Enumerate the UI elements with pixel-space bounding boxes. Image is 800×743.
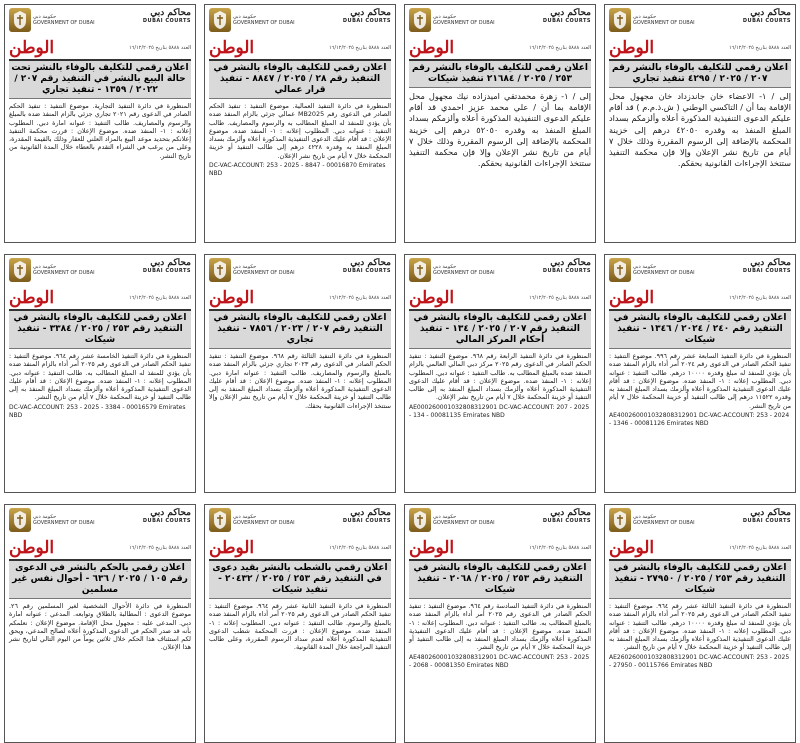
gov-ar-text: حكومة دبي [433, 514, 457, 520]
government-logo [409, 508, 495, 532]
gov-ar-text: حكومة دبي [233, 14, 257, 20]
newspaper-name: الوطن [409, 38, 455, 58]
notice-title: اعلان رقمي للتكليف بالوفاء بالنشر في التنفيذ رقم ٢٠٧ / ٢٠٢٥ / ١٣٤ - تنفيذ أحكام المركز المالي [409, 309, 591, 349]
newspaper-name: الوطن [209, 38, 255, 58]
gov-ar-text: حكومة دبي [233, 264, 257, 270]
notice-title: اعلان رقمي للتكليف بالوفاء بالنشر في التنفيذ رقم ٢٤٠ / ٢٠٢٤ / ١٣٤٦ - تنفيذ شيكات [609, 309, 791, 349]
courts-en-text: DUBAI COURTS [542, 268, 591, 274]
dubai-courts-logo [143, 508, 191, 524]
dubai-courts-logo [743, 508, 791, 524]
issue-date: العدد ٥٨٨٨ بتاريخ ١٦/١٢/٢٠٢٥ [728, 545, 791, 551]
gov-en-text: GOVERNMENT OF DUBAI [433, 520, 495, 526]
crest-icon [9, 258, 31, 282]
newspaper-row [209, 39, 391, 57]
notice-card [4, 504, 196, 743]
notice-card [404, 4, 596, 243]
dubai-courts-logo [543, 508, 591, 524]
courts-en-text: DUBAI COURTS [742, 268, 791, 274]
notice-card [204, 4, 396, 243]
courts-en-text: DUBAI COURTS [142, 518, 191, 524]
dubai-courts-logo [543, 258, 591, 274]
government-logo [209, 258, 295, 282]
newspaper-row [209, 539, 391, 557]
government-logo [9, 8, 95, 32]
notice-title: اعلان رقمي للتكليف بالوفاء بالنشر في التنفيذ رقم ٢٨ / ٢٠٢٥ / ٨٨٤٧ - تنفيذ قرار عمالي [209, 59, 391, 99]
courts-ar-text: محاكم دبي [350, 258, 391, 268]
notice-account: AE400260001032808312901 DC-VAC-ACCOUNT: 253 - 2024 - 1346 - 00081126 Emirates NBD [609, 412, 790, 428]
notice-body: المنظورة في دائرة التنفيذ العمالية. موضوع التنفيذ : تنفيذ الحكم الصادر في الدعوى رقم MB2025 عمالي جزئي بالزام المنفذ ضده بأن يؤدي للمنفذ له المبلغ المطالب به والرسوم والمصاريف. طالب التنفيذ : عنوانه دبي. المطلوب إعلانه : ١- المنفذ ضده. موضوع الإعلان : قد أقام عليك الدعوى التنفيذية المذكورة أعلاه وألزمك بسداد المبلغ المنفذ به وقدره ٤٢٢٨ درهم إلى طالب التنفيذ أو خزينة المحكمة خلال ٧ أيام من تاريخ نشر الإعلان. [209, 102, 392, 160]
notice-body: إلى / ١- الاعضاء خان جاندزداد خان مجهول محل الإقامة بما أن / التاكسي الوطني ( ش.ذ.م.م ) قد أقام عليكم الدعوى التنفيذية المذكورة أعلاه وألزمكم بسداد المبلغ المنفذ به وقدره ٤٢٠٥٠ درهم إلى خزينة المحكمة بالإضافة إلى الرسوم المقررة وذلك خلال ٧ أيام من تاريخ نشر الإعلان وإلا فإن محكمة التنفيذ ستتخذ الإجراءات القانونية بحقكم. [609, 91, 791, 169]
notice-title: اعلان رقمي للتكليف بالوفاء بالنشر في التنفيذ رقم ٢٥٣ / ٢٠٢٥ / ٢٠٦٨ - تنفيذ شيكات [409, 559, 591, 599]
courts-ar-text: محاكم دبي [550, 258, 591, 268]
notice-header [409, 258, 591, 288]
newspaper-name: الوطن [609, 538, 655, 558]
gov-en-text: GOVERNMENT OF DUBAI [233, 270, 295, 276]
notice-body: المنظورة في دائرة التنفيذ الثالثة عشر رقم ٩٦٤. موضوع التنفيذ : تنفيذ الحكم الصادر في الدعوى رقم ٢٠٢٥ أمر أداء بالزام المنفذ ضده بأن يؤدي للمنفذ له مبلغ وقدره ١٠٠٠٠ درهم. طالب التنفيذ : عنوانه دبي. المطلوب إعلانه : ١- المنفذ ضده. موضوع الإعلان : قد أقام عليك الدعوى التنفيذية المذكورة أعلاه وألزمك بسداد المبلغ المنفذ به إلى طالب التنفيذ أو خزينة المحكمة خلال ٧ أيام من تاريخ النشر. [609, 602, 791, 652]
gov-ar-text: حكومة دبي [633, 14, 657, 20]
dubai-courts-logo [543, 8, 591, 24]
newspaper-name: الوطن [9, 538, 55, 558]
notice-header [609, 508, 791, 538]
notice-body: المنظورة في دائرة التنفيذ الثانية عشر رقم ٩٦٤. موضوع التنفيذ : تنفيذ الحكم الصادر في الدعوى رقم ٢٠٢٥ أمر أداء بالزام المنفذ ضده بالمبلغ والرسوم. طالب التنفيذ : عنوانه دبي. المطلوب إعلانه : ١- المنفذ ضده. موضوع الإعلان : قررت المحكمة شطب الدعوى التنفيذية المذكورة أعلاه لعدم سداد الرسوم المقررة، وعلى طالب التنفيذ المراجعة خلال المدة القانونية. [209, 602, 392, 652]
courts-en-text: DUBAI COURTS [342, 518, 391, 524]
gov-ar-text: حكومة دبي [233, 514, 257, 520]
notice-body: المنظورة في دائرة التنفيذ السادسة رقم ٩٦٤. موضوع التنفيذ : تنفيذ الحكم الصادر في الدعوى رقم ٢٠٢٥ أمر أداء بالزام المنفذ ضده بالمبلغ المطالب به. طالب التنفيذ : عنوانه دبي. المطلوب إعلانه : ١- المنفذ ضده. موضوع الإعلان : قد أقام عليك الدعوى التنفيذية المذكورة أعلاه وألزمك بسداد المبلغ المنفذ به إلى طالب التنفيذ أو خزينة المحكمة خلال ٧ أيام من تاريخ النشر. [409, 602, 592, 652]
newspaper-row [409, 289, 591, 307]
notice-card [604, 4, 796, 243]
notice-title: اعلان رقمي للتكليف بالوفاء بالنشر في التنفيذ رقم ٢٥٣ / ٢٠٢٥ / ٢٧٩٥٠ - تنفيذ شيكات [609, 559, 791, 599]
gov-en-text: GOVERNMENT OF DUBAI [233, 520, 295, 526]
notice-account: AE260260001032808312901 DC-VAC-ACCOUNT: 253 - 2025 - 27950 - 00115766 Emirates NBD [609, 653, 790, 669]
government-logo [609, 258, 695, 282]
issue-date: العدد ٥٨٨٨ بتاريخ ١٦/١٢/٢٠٢٥ [128, 545, 191, 551]
notice-header [409, 508, 591, 538]
crest-icon [9, 508, 31, 532]
notice-account: DC-VAC-ACCOUNT: 253 - 2025 - 8847 - 00016870 Emirates NBD [209, 162, 386, 178]
courts-ar-text: محاكم دبي [350, 508, 391, 518]
crest-icon [609, 8, 631, 32]
gov-en-text: GOVERNMENT OF DUBAI [33, 270, 95, 276]
courts-ar-text: محاكم دبي [750, 8, 791, 18]
crest-icon [9, 8, 31, 32]
newspaper-name: الوطن [9, 38, 55, 58]
gov-ar-text: حكومة دبي [33, 264, 57, 270]
newspaper-row [9, 539, 191, 557]
notice-title: اعلان رقمي للتكليف بالوفاء بالنشر في التنفيذ رقم ٢٠٧ / ٢٠٢٣ / ٧٨٥٦ - تنفيذ تجاري [209, 309, 391, 349]
gov-ar-text: حكومة دبي [433, 14, 457, 20]
gov-en-text: GOVERNMENT OF DUBAI [633, 20, 695, 26]
notice-card [404, 254, 596, 493]
newspaper-row [409, 39, 591, 57]
notice-header [609, 258, 791, 288]
gov-ar-text: حكومة دبي [633, 264, 657, 270]
crest-icon [409, 508, 431, 532]
newspaper-name: الوطن [609, 38, 655, 58]
notice-body: المنظورة في دائرة التنفيذ الثالثة رقم ٩٦٨. موضوع التنفيذ : تنفيذ الحكم الصادر في الدعوى رقم ٢٠٢٣ تجاري جزئي بالزام المنفذ ضده بالمبلغ والرسوم والمصاريف. طالب التنفيذ : عنوانه امارة دبي. المطلوب إعلانه : ١- المنفذ ضده. موضوع الإعلان : قد أقام عليك الدعوى التنفيذية المذكورة أعلاه وألزمك بسداد المبلغ المنفذ به إلى طالب التنفيذ أو خزينة المحكمة خلال ٧ أيام من تاريخ نشر الإعلان وإلا ستتخذ الإجراءات القانونية بحقك. [209, 352, 391, 410]
notice-body: المنظورة في دائرة الأحوال الشخصية لغير المسلمين رقم ٢٦. موضوع الدعوى : المطالبة بالطلاق وتوابعه. المدعي : عنوانه امارة دبي. المدعى عليه : مجهول محل الإقامة. موضوع الإعلان : نعلمكم بأنه قد صدر الحكم في الدعوى المذكورة أعلاه لصالح المدعي، ويحق لكم استئناف هذا الحكم خلال ثلاثين يوماً من اليوم التالي لتاريخ نشر هذا الإعلان. [9, 602, 191, 652]
gov-ar-text: حكومة دبي [33, 14, 57, 20]
notice-account: DC-VAC-ACCOUNT: 253 - 2025 - 3384 - 00016579 Emirates NBD [9, 403, 186, 419]
courts-en-text: DUBAI COURTS [342, 18, 391, 24]
dubai-courts-logo [343, 258, 391, 274]
courts-ar-text: محاكم دبي [150, 8, 191, 18]
issue-date: العدد ٥٨٨٨ بتاريخ ١٦/١٢/٢٠٢٥ [328, 545, 391, 551]
courts-ar-text: محاكم دبي [750, 508, 791, 518]
notice-card [204, 254, 396, 493]
courts-en-text: DUBAI COURTS [542, 518, 591, 524]
issue-date: العدد ٥٨٨٨ بتاريخ ١٦/١٢/٢٠٢٥ [728, 45, 791, 51]
notice-header [9, 258, 191, 288]
dubai-courts-logo [143, 8, 191, 24]
notice-body: إلى / ١- زهرة محمدتقي اميدزاده نيك مجهول محل الإقامة بما أن / علي محمد عزيز احمدي قد أقام عليكم الدعوى التنفيذية المذكورة أعلاه وألزمكم بسداد المبلغ المنفذ به وقدره ٥٢٠٥٠ درهم إلى خزينة المحكمة بالإضافة إلى الرسوم المقررة وذلك خلال ٧ أيام من تاريخ نشر الإعلان وإلا فإن محكمة التنفيذ ستتخذ الإجراءات القانونية بحقكم. [409, 91, 591, 169]
notice-header [9, 508, 191, 538]
government-logo [609, 8, 695, 32]
government-logo [209, 8, 295, 32]
courts-ar-text: محاكم دبي [550, 8, 591, 18]
notice-title: اعلان رقمي للتكليف بالوفاء بالنشر رقم ٢٠٧ / ٢٠٢٥ / ٤٢٩٥ تنفيذ تجاري [609, 59, 791, 88]
notice-header [609, 8, 791, 38]
newspaper-row [9, 289, 191, 307]
newspaper-row [9, 39, 191, 57]
dubai-courts-logo [343, 8, 391, 24]
gov-en-text: GOVERNMENT OF DUBAI [33, 20, 95, 26]
crest-icon [609, 508, 631, 532]
crest-icon [409, 258, 431, 282]
notice-card [604, 504, 796, 743]
notice-header [209, 508, 391, 538]
courts-en-text: DUBAI COURTS [142, 268, 191, 274]
issue-date: العدد ٥٨٨٨ بتاريخ ١٦/١٢/٢٠٢٥ [528, 545, 591, 551]
notice-title: اعلان رقمي للتكليف بالوفاء بالنشر في التنفيذ رقم ٢٥٣ / ٢٠٢٥ / ٣٣٨٤ - تنفيذ شيكات [9, 309, 191, 349]
notice-card [4, 254, 196, 493]
newspaper-row [209, 289, 391, 307]
courts-ar-text: محاكم دبي [350, 8, 391, 18]
issue-date: العدد ٥٨٨٨ بتاريخ ١٦/١٢/٢٠٢٥ [528, 295, 591, 301]
issue-date: العدد ٥٨٨٨ بتاريخ ١٦/١٢/٢٠٢٥ [528, 45, 591, 51]
gov-en-text: GOVERNMENT OF DUBAI [433, 20, 495, 26]
notice-body: المنظورة في دائرة التنفيذ الرابعة رقم ٩٦٨. موضوع التنفيذ : تنفيذ الحكم الصادر في الدعوى رقم ٢٠٢٥ مركز دبي المالي العالمي بالزام المنفذ ضده بالمبلغ المطالب به. طالب التنفيذ : عنوانه دبي. المطلوب إعلانه : ١- المنفذ ضده. موضوع الإعلان : قد أقام عليك الدعوى التنفيذية المذكورة أعلاه وألزمك بسداد المبلغ المنفذ به إلى طالب التنفيذ أو خزينة المحكمة خلال ٧ أيام من تاريخ نشر الإعلان. [409, 352, 591, 402]
crest-icon [609, 258, 631, 282]
crest-icon [209, 8, 231, 32]
dubai-courts-logo [743, 258, 791, 274]
courts-ar-text: محاكم دبي [150, 258, 191, 268]
newspaper-name: الوطن [409, 288, 455, 308]
government-logo [9, 258, 95, 282]
gov-en-text: GOVERNMENT OF DUBAI [433, 270, 495, 276]
notice-body: المنظورة في دائرة التنفيذ الخامسة عشر رقم ٩٦٤. موضوع التنفيذ : تنفيذ الحكم الصادر في الدعوى رقم ٢٠٢٥ أمر أداء بالزام المنفذ ضده بأن يؤدي للمنفذ له المبلغ المطالب به. طالب التنفيذ : عنوانه دبي. المطلوب إعلانه : ١- المنفذ ضده. موضوع الإعلان : قد أقام عليك الدعوى التنفيذية المذكورة أعلاه وألزمك بسداد المبلغ المنفذ به إلى طالب التنفيذ أو خزينة المحكمة خلال ٧ أيام من تاريخ النشر. [9, 352, 192, 402]
courts-en-text: DUBAI COURTS [342, 268, 391, 274]
newspaper-name: الوطن [409, 538, 455, 558]
gov-ar-text: حكومة دبي [33, 514, 57, 520]
notice-body: المنظورة في دائرة التنفيذ السابعة عشر رقم ٩٩٦. موضوع التنفيذ : تنفيذ الحكم الصادر في الدعوى رقم ٢٠٢٤ أمر أداء بالزام المنفذ ضده بأن يؤدي للمنفذ له مبلغ وقدره ١٠٠٠٠ درهم. طالب التنفيذ : عنوانه دبي. المطلوب إعلانه : ١- المنفذ ضده. موضوع الإعلان : قد أقام عليك الدعوى التنفيذية المذكورة أعلاه وألزمك بسداد المبلغ المنفذ به وقدره ١١٥٢٢ درهم إلى طالب التنفيذ أو خزينة المحكمة خلال ٧ أيام من تاريخ النشر. [609, 352, 791, 410]
notice-body: المنظورة في دائرة التنفيذ التجارية. موضوع التنفيذ : تنفيذ الحكم الصادر في الدعوى رقم ٢٠٢١ تجاري جزئي بالزام المنفذ ضده بالمبلغ والرسوم والمصاريف. طالب التنفيذ : عنوانه امارة دبي. المطلوب إعلانه : ١- المنفذ ضده. موضوع الإعلان : قررت محكمة التنفيذ إعلانكم بتحديد موعد البيع بالمزاد العلني للعقار وذلك بالقيمة المقدرة، وعلى من يرغب في الشراء التقدم بالعطاء خلال المدة القانونية من تاريخ النشر. [9, 102, 191, 160]
courts-en-text: DUBAI COURTS [742, 518, 791, 524]
dubai-courts-logo [743, 8, 791, 24]
dubai-courts-logo [343, 508, 391, 524]
newspaper-row [609, 539, 791, 557]
government-logo [409, 258, 495, 282]
courts-ar-text: محاكم دبي [550, 508, 591, 518]
newspaper-name: الوطن [609, 288, 655, 308]
notice-title: اعلان رقمي بالشطب بالنشر بقيد دعوى في التنفيذ رقم ٢٥٣ / ٢٠٢٥ / ٢٠٤٣٢ - تنفيذ شيكات [209, 559, 391, 599]
government-logo [609, 508, 695, 532]
government-logo [409, 8, 495, 32]
issue-date: العدد ٥٨٨٨ بتاريخ ١٦/١٢/٢٠٢٥ [328, 295, 391, 301]
newspaper-row [409, 539, 591, 557]
notice-header [209, 8, 391, 38]
crest-icon [209, 508, 231, 532]
notice-header [209, 258, 391, 288]
courts-en-text: DUBAI COURTS [742, 18, 791, 24]
notice-title: اعلان رقمي للتكليف بالوفاء بالنشر تحت حالة البيع بالنشر في التنفيذ رقم ٢٠٧ / ٢٠٢٢ / ١٣٥٩ - تنفيذ تجاري [9, 59, 191, 99]
crest-icon [209, 258, 231, 282]
notice-card [404, 504, 596, 743]
government-logo [209, 508, 295, 532]
courts-ar-text: محاكم دبي [150, 508, 191, 518]
gov-en-text: GOVERNMENT OF DUBAI [633, 270, 695, 276]
notice-card [204, 504, 396, 743]
newspaper-name: الوطن [209, 538, 255, 558]
notice-account: AE480260001032808312901 DC-VAC-ACCOUNT: 253 - 2025 - 2068 - 00081350 Emirates NBD [409, 653, 590, 669]
issue-date: العدد ٥٨٨٨ بتاريخ ١٦/١٢/٢٠٢٥ [728, 295, 791, 301]
notice-header [409, 8, 591, 38]
courts-en-text: DUBAI COURTS [542, 18, 591, 24]
notice-card [4, 4, 196, 243]
gov-ar-text: حكومة دبي [433, 264, 457, 270]
newspaper-row [609, 289, 791, 307]
government-logo [9, 508, 95, 532]
issue-date: العدد ٥٨٨٨ بتاريخ ١٦/١٢/٢٠٢٥ [128, 45, 191, 51]
newspaper-name: الوطن [9, 288, 55, 308]
gov-en-text: GOVERNMENT OF DUBAI [633, 520, 695, 526]
notice-account: AE000260001032808312901 DC-VAC-ACCOUNT: 207 - 2025 - 134 - 00081135 Emirates NBD [409, 403, 590, 419]
notice-title: اعلان رقمي بالحكم بالنشر في الدعوى رقم ١٠٥ / ٢٠٢٥ / ٦٣٦ - أحوال نفس غير مسلمين [9, 559, 191, 599]
courts-ar-text: محاكم دبي [750, 258, 791, 268]
issue-date: العدد ٥٨٨٨ بتاريخ ١٦/١٢/٢٠٢٥ [328, 45, 391, 51]
notice-title: اعلان رقمي للتكليف بالوفاء بالنشر رقم ٢٥٣ / ٢٠٢٥ / ٢١٦٨٤ تنفيذ شيكات [409, 59, 591, 88]
crest-icon [409, 8, 431, 32]
gov-en-text: GOVERNMENT OF DUBAI [233, 20, 295, 26]
notice-header [9, 8, 191, 38]
issue-date: العدد ٥٨٨٨ بتاريخ ١٦/١٢/٢٠٢٥ [128, 295, 191, 301]
newspaper-name: الوطن [209, 288, 255, 308]
courts-en-text: DUBAI COURTS [142, 18, 191, 24]
dubai-courts-logo [143, 258, 191, 274]
gov-ar-text: حكومة دبي [633, 514, 657, 520]
newspaper-row [609, 39, 791, 57]
notice-card [604, 254, 796, 493]
gov-en-text: GOVERNMENT OF DUBAI [33, 520, 95, 526]
